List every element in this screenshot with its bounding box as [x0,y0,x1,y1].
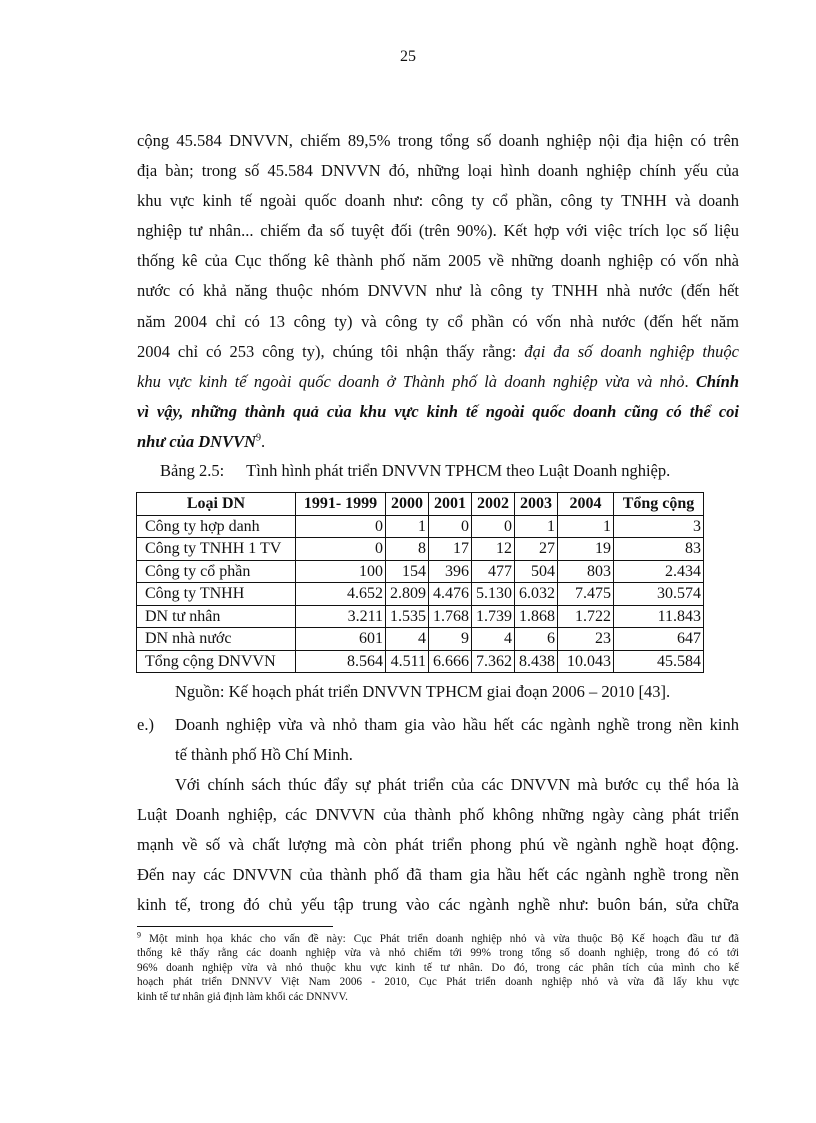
table-row [137,560,704,583]
text-line [137,427,739,457]
row-label-cell: Công ty TNHH [137,583,296,606]
value-cell: 6 [515,628,558,651]
value-cell: 0 [472,515,515,538]
text-line: mạnh về số và chất lượng mà còn phát triển phong phú về ngành nghề hoạt động. [137,835,739,855]
text-line: cộng 45.584 DNVVN, chiếm 89,5% trong tổng số doanh nghiệp nội địa hiện có trên [137,131,739,150]
value-cell: 83 [614,538,704,561]
bold-italic-line: vì vậy, những thành quả của khu vực kinh tế ngoài quốc doanh cũng có thể coi [137,401,739,421]
table-header-row [137,493,704,516]
footnote-line: thống kê thấy rằng các doanh nghiệp vừa và nhỏ chiếm tới 99% trong tổng số doanh nghiệp, trong đó có tới [137,947,739,960]
italic-text: khu vực kinh tế ngoài quốc doanh ở Thành phố là doanh nghiệp vừa và nhỏ [137,371,685,391]
value-cell: 4.652 [296,583,386,606]
footnote-line: kinh tế tư nhân giả định làm khối các DNNVV. [137,990,348,1003]
row-label-cell: Công ty TNHH 1 TV [137,538,296,561]
text-line: Với chính sách thúc đẩy sự phát triển của các DNVVN mà bước cụ thể hóa là [175,775,739,794]
value-cell: 4 [472,628,515,651]
plain-text: . [684,371,696,391]
value-cell: 4 [386,628,429,651]
table-source: Nguồn: Kế hoạch phát triển DNVVN TPHCM giai đoạn 2006 – 2010 [43]. [175,682,671,701]
value-cell: 154 [386,560,429,583]
value-cell: 30.574 [614,583,704,606]
row-label-cell: Tổng cộng DNVVN [137,650,296,673]
table-caption-title: Tình hình phát triển DNVVN TPHCM theo Luật Doanh nghiệp. [246,461,671,480]
value-cell: 100 [296,560,386,583]
text-line: Luật Doanh nghiệp, các DNVVN của thành phố không những ngày càng phát triển [137,805,739,825]
value-cell: 1.722 [558,605,614,628]
table-caption [160,461,670,481]
footnote-line [137,932,739,946]
value-cell: 1.739 [472,605,515,628]
column-header: 2001 [429,493,472,516]
value-cell: 1.868 [515,605,558,628]
bold-italic-text: như của DNVVN [137,431,256,451]
value-cell: 2.434 [614,560,704,583]
page-number: 25 [400,48,416,65]
text-line: nước có khả năng thuộc nhóm DNVVN như là công ty TNHH nhà nước (đến hết [137,281,739,301]
plain-text: 2004 chỉ có 253 công ty), chúng tôi nhận thấy rằng: [137,341,525,361]
italic-text: đại đa số doanh nghiệp thuộc [524,341,739,361]
text-line [137,367,739,397]
value-cell: 396 [429,560,472,583]
value-cell: 3 [614,515,704,538]
value-cell: 803 [558,560,614,583]
value-cell: 1 [515,515,558,538]
text-line: Doanh nghiệp vừa và nhỏ tham gia vào hầu hết các ngành nghề trong nền kinh [175,715,739,734]
value-cell: 7.475 [558,583,614,606]
value-cell: 601 [296,628,386,651]
value-cell: 1 [386,515,429,538]
text-line: tế thành phố Hồ Chí Minh. [175,745,353,765]
value-cell: 19 [558,538,614,561]
data-table [136,492,704,673]
table-row [137,583,704,606]
value-cell: 6.032 [515,583,558,606]
footnote [137,932,739,1004]
value-cell: 4.476 [429,583,472,606]
text-line: nghiệp tư nhân... chiếm đa số tuyệt đối (trên 90%). Kết hợp với việc trích lọc số liệu [137,221,739,241]
value-cell: 23 [558,628,614,651]
text-line: kinh tế, trong đó chủ yếu tập trung vào các ngành nghề như: buôn bán, sửa chữa [137,895,739,915]
value-cell: 0 [429,515,472,538]
footnote-divider [137,926,333,927]
value-cell: 0 [296,515,386,538]
column-header: 1991- 1999 [296,493,386,516]
value-cell: 504 [515,560,558,583]
value-cell: 9 [429,628,472,651]
column-header: Loại DN [137,493,296,516]
footnote-text: Một minh họa khác cho vấn đề này: Cục Phát triển doanh nghiệp nhỏ và vừa thuộc Bộ Kế hoạch đầu tư đã [141,933,739,945]
value-cell: 1 [558,515,614,538]
table-row [137,538,704,561]
row-label-cell: DN tư nhân [137,605,296,628]
value-cell: 477 [472,560,515,583]
value-cell: 647 [614,628,704,651]
column-header: 2000 [386,493,429,516]
value-cell: 12 [472,538,515,561]
value-cell: 45.584 [614,650,704,673]
value-cell: 4.511 [386,650,429,673]
footnote-number: 9 [137,930,141,940]
table-row [137,605,704,628]
value-cell: 11.843 [614,605,704,628]
value-cell: 0 [296,538,386,561]
value-cell: 3.211 [296,605,386,628]
footnote-line: hoạch phát triển DNNVV Việt Nam 2006 - 2010, Cục Phát triển doanh nghiệp nhỏ và vừa đã lấy khu vực [137,976,739,989]
footnote-line: 96% doanh nghiệp vừa và nhỏ thuộc khu vực kinh tế tư nhân. Do đó, trong các phân tích của mình cho kế [137,961,739,974]
column-header: Tổng cộng [614,493,704,516]
value-cell: 6.666 [429,650,472,673]
value-cell: 5.130 [472,583,515,606]
text-line: khu vực kinh tế ngoài quốc doanh như: công ty cổ phần, công ty TNHH và doanh [137,191,739,211]
table-row [137,515,704,538]
text-line: năm 2004 chỉ có 13 công ty) và công ty cổ phần có vốn nhà nước (đến hết năm [137,311,739,331]
text-line: địa bàn; trong số 45.584 DNVVN đó, những loại hình doanh nghiệp chính yếu của [137,161,739,181]
column-header: 2003 [515,493,558,516]
value-cell: 8 [386,538,429,561]
value-cell: 8.564 [296,650,386,673]
list-item-e [137,710,739,770]
value-cell: 2.809 [386,583,429,606]
text-line: Đến nay các DNVVN của thành phố đã tham gia hầu hết các ngành nghề trong nền [137,865,739,885]
footnote-ref[interactable]: 9 [256,432,261,444]
text-line: thống kê của Cục thống kê thành phố năm 2005 về những doanh nghiệp có vốn nhà [137,251,739,271]
table-caption-label: Bảng 2.5: [160,461,225,480]
value-cell: 8.438 [515,650,558,673]
value-cell: 27 [515,538,558,561]
plain-text: . [261,431,266,451]
text-line [137,337,739,367]
value-cell: 7.362 [472,650,515,673]
paragraph-2 [137,770,739,920]
value-cell: 1.768 [429,605,472,628]
row-label-cell: Công ty hợp danh [137,515,296,538]
value-cell: 17 [429,538,472,561]
paragraph-1 [137,126,739,457]
list-marker: e.) [137,715,154,734]
row-label-cell: Công ty cổ phần [137,560,296,583]
column-header: 2002 [472,493,515,516]
column-header: 2004 [558,493,614,516]
table-row [137,650,704,673]
row-label-cell: DN nhà nước [137,628,296,651]
bold-italic-text: Chính [695,371,739,391]
value-cell: 10.043 [558,650,614,673]
table-row [137,628,704,651]
value-cell: 1.535 [386,605,429,628]
